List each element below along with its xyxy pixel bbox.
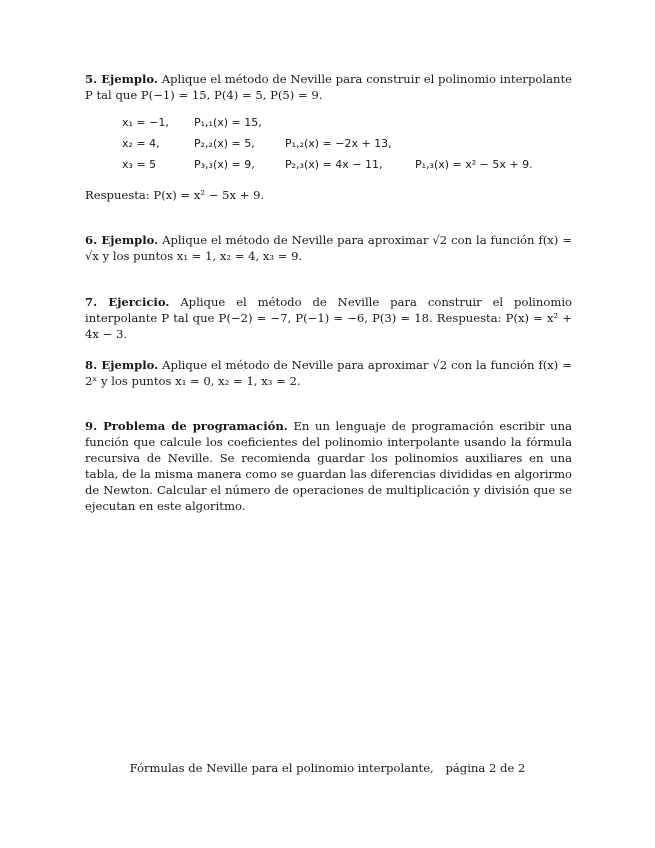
neville-table-cell: x₃ = 5 — [122, 158, 157, 171]
neville-table-cell: P₁,₁(x) = 15, — [194, 116, 262, 129]
neville-table-cell: x₁ = −1, — [122, 116, 169, 129]
problem-9-heading: 9. Problema de programación. — [85, 419, 288, 433]
exercise-7-heading: 7. Ejercicio. — [85, 295, 170, 309]
example-8-heading: 8. Ejemplo. — [85, 358, 159, 372]
example-6-heading: 6. Ejemplo. — [85, 233, 159, 247]
exercise-7-paragraph — [85, 294, 572, 342]
neville-table-cell: P₁,₂(x) = −2x + 13, — [285, 137, 392, 150]
example-5-answer — [85, 187, 572, 203]
answer-text: Respuesta: P(x) = x² − 5x + 9. — [85, 188, 265, 202]
example-8-text: Aplique el método de Neville para aproximar √2 con la función f(x) = 2ˣ y los puntos x₁ = 0, x₂ = 1, x₃ = 2. — [85, 358, 572, 388]
example-5-heading: 5. Ejemplo. — [85, 72, 158, 86]
example-5-text: Aplique el método de Neville para construir el polinomio interpolante P tal que P(−1) = 15, P(4) = 5, P(5) = 9. — [85, 72, 572, 102]
page-footer — [0, 761, 655, 775]
example-5-paragraph — [85, 71, 572, 103]
example-6-text: Aplique el método de Neville para aproximar √2 con la función f(x) = √x y los puntos x₁ = 1, x₂ = 4, x₃ = 9. — [85, 233, 572, 263]
neville-table-cell: P₂,₃(x) = 4x − 11, — [285, 158, 383, 171]
example-6 — [85, 232, 572, 264]
problem-9-text: En un lenguaje de programación escribir una función que calcule los coeficientes del polinomio interpolante usando la fórmula recursiva de Neville. Se recomienda guardar los polinomios auxiliares en una tabla, de la misma manera como se guardan las diferencias divididas en algorirmo de Newton. Calcular el número de operaciones de multiplicación y división que se ejecutan en este algoritmo. — [85, 419, 573, 513]
problem-9-paragraph — [85, 418, 572, 514]
example-6-paragraph — [85, 232, 572, 264]
example-8 — [85, 357, 572, 389]
footer-page-number: página 2 de 2 — [445, 761, 526, 775]
neville-table-cell: P₁,₃(x) = x² − 5x + 9. — [415, 158, 533, 171]
exercise-7 — [85, 294, 572, 342]
problem-9 — [85, 418, 572, 514]
neville-table-cell: x₂ = 4, — [122, 137, 160, 150]
example-8-paragraph — [85, 357, 572, 389]
example-5 — [85, 71, 572, 103]
footer-title: Fórmulas de Neville para el polinomio interpolante, — [129, 761, 434, 775]
neville-table-cell: P₃,₃(x) = 9, — [194, 158, 255, 171]
neville-table-cell: P₂,₂(x) = 5, — [194, 137, 255, 150]
exercise-7-text: Aplique el método de Neville para construir el polinomio interpolante P tal que P(−2) = −7, P(−1) = −6, P(3) = 18. Respuesta: P(x) = x² + 4x − 3. — [85, 295, 573, 341]
